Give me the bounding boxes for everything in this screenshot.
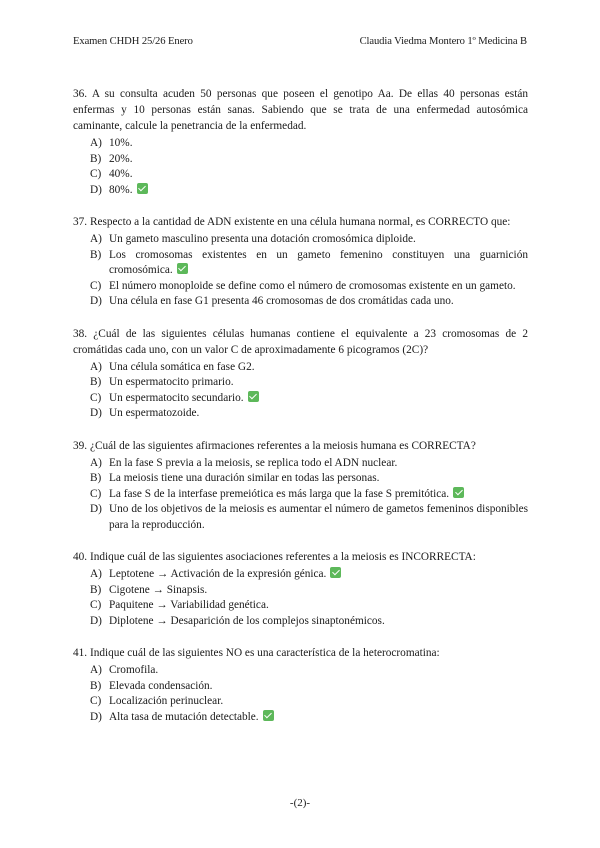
- option-letter: A): [90, 233, 102, 245]
- option-text: Un gameto masculino presenta una dotación cromosómica diploide.: [109, 233, 416, 245]
- check-mark-icon: [137, 183, 148, 194]
- option-a: [73, 456, 528, 472]
- question-stem: [73, 86, 528, 134]
- option-text: Elevada condensación.: [109, 679, 213, 692]
- option-letter: C): [90, 599, 102, 611]
- option-d: [73, 502, 528, 533]
- option-c: [73, 279, 528, 295]
- option-list: [73, 663, 528, 725]
- question-number: 39.: [73, 439, 88, 452]
- question-number: 36.: [73, 88, 88, 100]
- question-stem: [73, 438, 528, 454]
- option-letter: C): [90, 487, 102, 500]
- option-d: [73, 614, 528, 630]
- question-stem: [73, 549, 528, 565]
- option-letter: A): [90, 568, 102, 580]
- question-text: Indique cuál de las siguientes NO es una característica de la heterocromatina:: [89, 647, 440, 659]
- question-stem: [73, 645, 528, 661]
- question-text: A su consulta acuden 50 personas que poseen el genotipo Aa. De ellas 40 personas están enfermas y 10 personas están sanas. Sabiendo que se trata de una enfermedad autosómica caminante, calcule la penetrancia de la enfermedad.: [73, 88, 528, 132]
- option-c: [73, 487, 528, 503]
- option-list: [73, 360, 528, 422]
- question-list: [73, 86, 528, 741]
- question-number: 37.: [73, 216, 88, 228]
- option-c: [73, 598, 528, 614]
- option-letter: D): [90, 407, 102, 419]
- option-letter: A): [90, 137, 102, 149]
- option-d: [73, 710, 528, 726]
- option-text: Diplotene → Desaparición de los complejos sinaptonémicos.: [109, 614, 385, 627]
- check-mark-icon: [248, 391, 259, 402]
- option-text: Localización perinuclear.: [109, 695, 224, 707]
- option-letter: A): [90, 360, 102, 373]
- check-mark-icon: [177, 263, 188, 274]
- option-text: Una célula en fase G1 presenta 46 cromosomas de dos cromátidas cada uno.: [109, 295, 454, 307]
- option-c: [73, 167, 528, 183]
- option-letter: C): [90, 279, 102, 292]
- option-letter: B): [90, 248, 102, 261]
- option-text: En la fase S previa a la meiosis, se replica todo el ADN nuclear.: [109, 456, 398, 469]
- option-text: Los cromosomas existentes en un gameto femenino constituyen una guarnición cromosómica.: [109, 248, 528, 276]
- option-letter: D): [90, 183, 102, 196]
- check-mark-icon: [330, 567, 341, 578]
- question-39: [73, 438, 528, 534]
- option-letter: D): [90, 295, 102, 307]
- option-letter: C): [90, 695, 102, 707]
- option-list: [73, 567, 528, 629]
- question-number: 41.: [73, 647, 88, 659]
- question-number: 40.: [73, 551, 88, 563]
- option-letter: C): [90, 168, 102, 180]
- option-list: [73, 456, 528, 534]
- option-text: La fase S de la interfase premeiótica es más larga que la fase S premitótica.: [109, 487, 450, 500]
- option-text: Un espermatocito secundario.: [109, 391, 244, 404]
- question-40: [73, 549, 528, 629]
- question-text: ¿Cuál de las siguientes células humanas contiene el equivalente a 23 cromosomas de 2 cromátidas cada uno, con un valor C de aproximadamente 6 picogramos (2C)?: [73, 327, 528, 356]
- question-41: [73, 645, 528, 725]
- question-37: [73, 214, 528, 310]
- question-stem: [73, 214, 528, 230]
- option-letter: D): [90, 503, 102, 515]
- option-text: La meiosis tiene una duración similar en todas las personas.: [109, 472, 380, 484]
- option-d: [73, 406, 528, 422]
- option-b: [73, 471, 528, 487]
- question-text: Respecto a la cantidad de ADN existente en una célula humana normal, es CORRECTO que:: [89, 216, 511, 228]
- option-letter: A): [90, 664, 102, 676]
- option-a: [73, 136, 528, 152]
- option-letter: B): [90, 376, 102, 388]
- option-b: [73, 679, 528, 695]
- option-c: [73, 694, 528, 710]
- option-letter: B): [90, 583, 102, 596]
- option-text: El número monoploide se define como el número de cromosomas existente en un gameto.: [109, 279, 516, 292]
- option-text: 80%.: [109, 183, 133, 196]
- question-stem: [73, 326, 528, 358]
- option-list: [73, 232, 528, 310]
- question-number: 38.: [73, 327, 88, 340]
- question-text: ¿Cuál de las siguientes afirmaciones referentes a la meiosis humana es CORRECTA?: [89, 439, 476, 452]
- option-text: Un espermatocito primario.: [109, 376, 234, 388]
- option-d: [73, 183, 528, 199]
- option-text: Cromofila.: [109, 664, 159, 676]
- option-letter: D): [90, 710, 102, 723]
- option-text: 40%.: [109, 168, 133, 180]
- option-text: Uno de los objetivos de la meiosis es aumentar el número de gametos femeninos disponibles para la reproducción.: [109, 503, 528, 531]
- question-36: [73, 86, 528, 198]
- option-letter: C): [90, 391, 102, 404]
- option-d: [73, 294, 528, 310]
- page-header: [73, 36, 527, 47]
- option-letter: B): [90, 472, 102, 484]
- option-c: [73, 391, 528, 407]
- option-a: [73, 567, 528, 583]
- option-a: [73, 360, 528, 376]
- option-letter: B): [90, 679, 102, 692]
- option-letter: D): [90, 614, 102, 627]
- question-text: Indique cuál de las siguientes asociaciones referentes a la meiosis es INCORRECTA:: [89, 551, 476, 563]
- option-text: Un espermatozoide.: [109, 407, 200, 419]
- option-b: [73, 152, 528, 168]
- check-mark-icon: [263, 710, 274, 721]
- option-text: Una célula somática en fase G2.: [109, 360, 255, 373]
- option-text: Paquitene → Variabilidad genética.: [109, 599, 269, 611]
- option-text: Cigotene → Sinapsis.: [109, 583, 208, 596]
- option-text: 10%.: [109, 137, 133, 149]
- option-b: [73, 583, 528, 599]
- option-text: 20%.: [109, 152, 133, 165]
- page-number: -(2)-: [289, 797, 311, 809]
- header-right: Claudia Viedma Montero 1º Medicina B: [359, 36, 527, 47]
- option-a: [73, 232, 528, 248]
- option-text: Leptotene → Activación de la expresión génica.: [109, 568, 327, 580]
- option-b: [73, 375, 528, 391]
- question-38: [73, 326, 528, 422]
- option-text: Alta tasa de mutación detectable.: [109, 710, 259, 723]
- option-letter: B): [90, 152, 102, 165]
- option-letter: A): [90, 456, 102, 469]
- option-a: [73, 663, 528, 679]
- header-left: Examen CHDH 25/26 Enero: [73, 36, 193, 47]
- option-list: [73, 136, 528, 198]
- option-b: [73, 248, 528, 279]
- check-mark-icon: [453, 487, 464, 498]
